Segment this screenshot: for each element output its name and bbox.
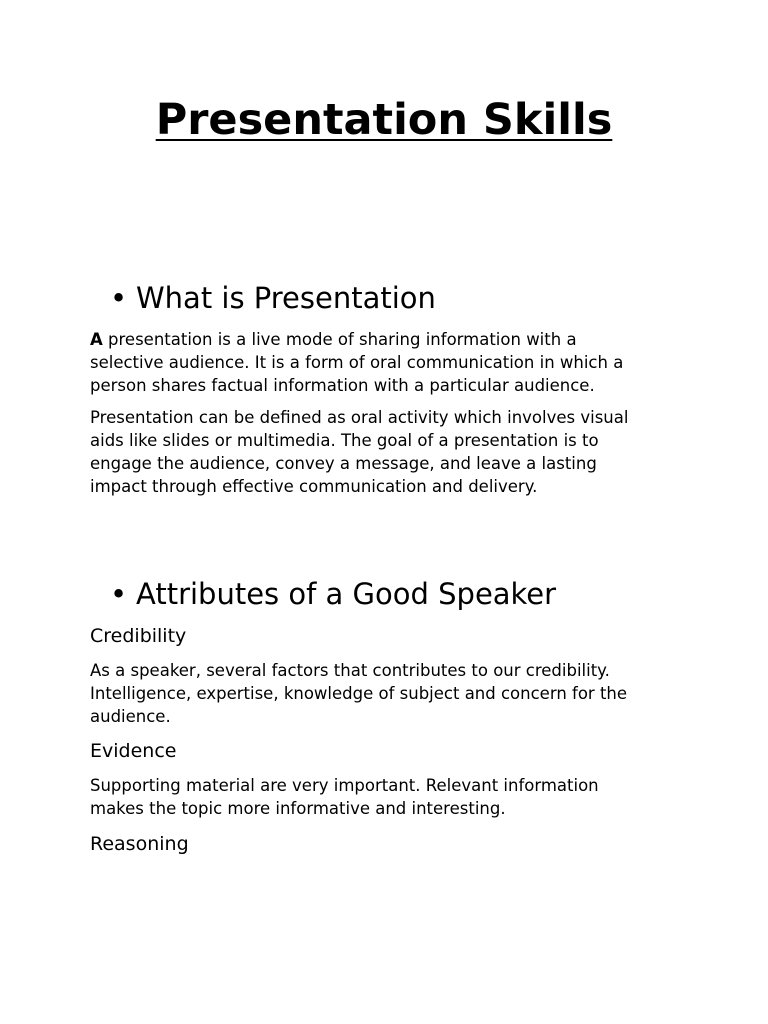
paragraph-evidence bbox=[90, 774, 690, 820]
section-heading-text: What is Presentation bbox=[136, 281, 436, 315]
paragraph-line: makes the topic more informative and interesting. bbox=[90, 799, 506, 818]
bullet-icon: • bbox=[110, 577, 128, 611]
paragraph-lead: A bbox=[90, 330, 103, 349]
paragraph-line: aids like slides or multimedia. The goal of a presentation is to bbox=[90, 431, 599, 450]
bullet-icon: • bbox=[110, 281, 128, 315]
paragraph-line: A presentation is a live mode of sharing information with a bbox=[90, 330, 577, 349]
paragraph-line: As a speaker, several factors that contributes to our credibility. bbox=[90, 661, 610, 680]
section-heading-attributes bbox=[110, 576, 556, 612]
subheading-credibility: Credibility bbox=[90, 625, 187, 647]
paragraph-line: audience. bbox=[90, 707, 171, 726]
paragraph-line: Presentation can be defined as oral activity which involves visual bbox=[90, 408, 629, 427]
paragraph-line: engage the audience, convey a message, and leave a lasting bbox=[90, 454, 597, 473]
paragraph-definition bbox=[90, 328, 690, 397]
paragraph-credibility bbox=[90, 659, 690, 728]
paragraph-line: person shares factual information with a particular audience. bbox=[90, 376, 595, 395]
document-title: Presentation Skills bbox=[155, 95, 613, 145]
section-heading-text: Attributes of a Good Speaker bbox=[136, 577, 557, 611]
subheading-evidence: Evidence bbox=[90, 740, 177, 762]
subheading-reasoning: Reasoning bbox=[90, 833, 189, 855]
paragraph-line: Supporting material are very important. Relevant information bbox=[90, 776, 599, 795]
paragraph-description bbox=[90, 406, 690, 498]
paragraph-line: selective audience. It is a form of oral communication in which a bbox=[90, 353, 624, 372]
section-heading-what-is-presentation bbox=[110, 280, 436, 316]
paragraph-line: impact through effective communication and delivery. bbox=[90, 477, 538, 496]
paragraph-line: Intelligence, expertise, knowledge of subject and concern for the bbox=[90, 684, 628, 703]
